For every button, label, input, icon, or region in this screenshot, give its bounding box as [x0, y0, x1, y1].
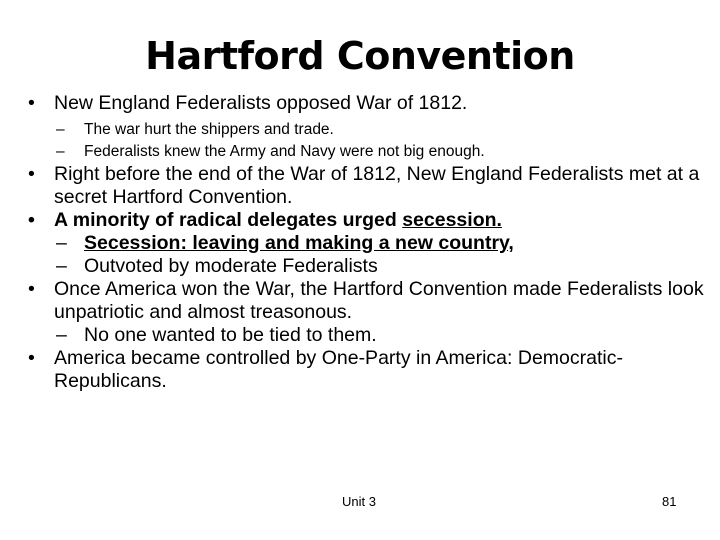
bullet-2	[28, 163, 708, 209]
sub-bullet-dash: –	[56, 255, 67, 277]
sub-bullet-text: Federalists knew the Army and Navy were not big enough.	[84, 143, 485, 160]
sub-bullet-dash: –	[56, 121, 65, 138]
bullet-dot: •	[28, 347, 35, 369]
sub-bullet-dash: –	[56, 232, 67, 254]
bullet-dot: •	[28, 209, 35, 231]
sub-bullet-3-2	[28, 255, 708, 278]
bullet-text: Right before the end of the War of 1812, New England Federalists met at a secret Hartford Convention.	[54, 163, 700, 208]
bullet-3	[28, 209, 708, 232]
sub-bullet-4-1	[28, 324, 708, 347]
page-number: 81	[662, 494, 677, 509]
bullet-text: A minority of radical delegates urged	[54, 209, 403, 231]
sub-bullet-dash: –	[56, 143, 65, 160]
footer-unit-label: Unit 3	[342, 494, 376, 509]
bullet-1	[28, 92, 708, 115]
sub-bullet-1-1	[28, 119, 708, 141]
sub-bullet-3-1	[28, 232, 708, 255]
sub-bullet-text: Outvoted by moderate Federalists	[84, 255, 378, 277]
bullet-dot: •	[28, 92, 35, 114]
sub-bullet-text: No one wanted to be tied to them.	[84, 324, 377, 346]
bullet-text: New England Federalists opposed War of 1812.	[54, 92, 468, 114]
sub-bullet-text: The war hurt the shippers and trade.	[84, 121, 334, 138]
bullet-dot: •	[28, 278, 35, 300]
sub-bullet-text: Secession: leaving and making a new country,	[84, 232, 514, 254]
slide-content	[28, 92, 708, 393]
bullet-dot: •	[28, 163, 35, 185]
slide-title: Hartford Convention	[145, 34, 575, 78]
bullet-text: Once America won the War, the Hartford Convention made Federalists look unpatriotic and almost treasonous.	[54, 278, 704, 323]
bullet-text: America became controlled by One-Party in America: Democratic-Republicans.	[54, 347, 623, 392]
sub-bullet-1-2	[28, 141, 708, 163]
bullet-5	[28, 347, 708, 393]
bullet-4	[28, 278, 708, 324]
secession-term: secession.	[402, 209, 502, 231]
sub-bullet-dash: –	[56, 324, 67, 346]
